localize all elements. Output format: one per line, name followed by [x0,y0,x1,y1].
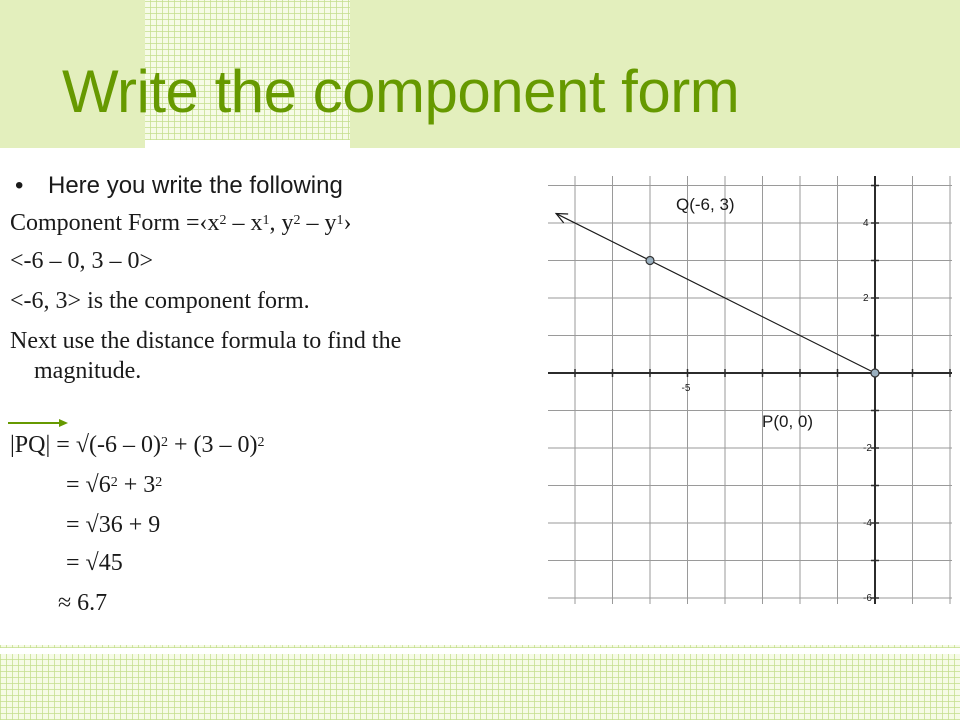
bg-strip-bottom [0,648,960,654]
next-step-line-cont: magnitude. [34,358,142,384]
y-tick-label: -6 [863,593,872,604]
point-p-label: P(0, 0) [762,412,814,431]
cf-text: , y [269,210,294,236]
magnitude-line-1 [10,430,265,460]
slide-title: Write the component form [62,58,740,125]
vector-pq [556,214,875,373]
mag-exp: 2 [155,475,163,490]
cf-sub: 2 [219,213,227,228]
bg-pattern-bottom [0,645,960,720]
y-tick-label: -4 [863,518,872,529]
substitution-line: <-6 – 0, 3 – 0> [10,248,154,274]
point-q-label: Q(-6, 3) [676,195,735,214]
vector-line [556,214,875,373]
cf-text: – x [226,210,263,236]
point-p [871,369,879,377]
magnitude-line-2 [66,470,162,500]
vector-arrow-icon [6,416,70,430]
bullet-item [15,170,343,202]
mag-exp: 2 [257,435,265,450]
mag-text: |PQ| = √(-6 – 0) [10,432,161,458]
result-line: <-6, 3> is the component form. [10,288,310,314]
next-step-line: Next use the distance formula to find the [10,328,402,354]
point-q [646,257,654,265]
cf-sub: 1 [262,213,270,228]
mag-text: + 3 [117,472,156,498]
y-tick-label: 2 [863,293,869,304]
mag-text: = √6 [66,472,111,498]
mag-exp: 2 [110,475,118,490]
coordinate-graph [540,168,960,608]
magnitude-line-4: = √45 [66,550,123,576]
magnitude-line-3: = √36 + 9 [66,512,161,538]
x-tick-label: -5 [681,383,691,394]
component-form-line [10,208,352,238]
y-tick-label: 4 [863,218,869,229]
cf-sub: 1 [336,213,344,228]
cf-text: › [343,210,352,236]
bullet-text: Here you write the following [48,172,343,199]
cf-sub: 2 [293,213,301,228]
mag-text: + (3 – 0) [167,432,258,458]
cf-text: Component Form =‹x [10,210,220,236]
mag-exp: 2 [160,435,168,450]
cf-text: – y [300,210,337,236]
magnitude-line-5: ≈ 6.7 [58,590,108,616]
y-tick-label: -2 [863,443,872,454]
bullet-dot: • [15,172,24,199]
